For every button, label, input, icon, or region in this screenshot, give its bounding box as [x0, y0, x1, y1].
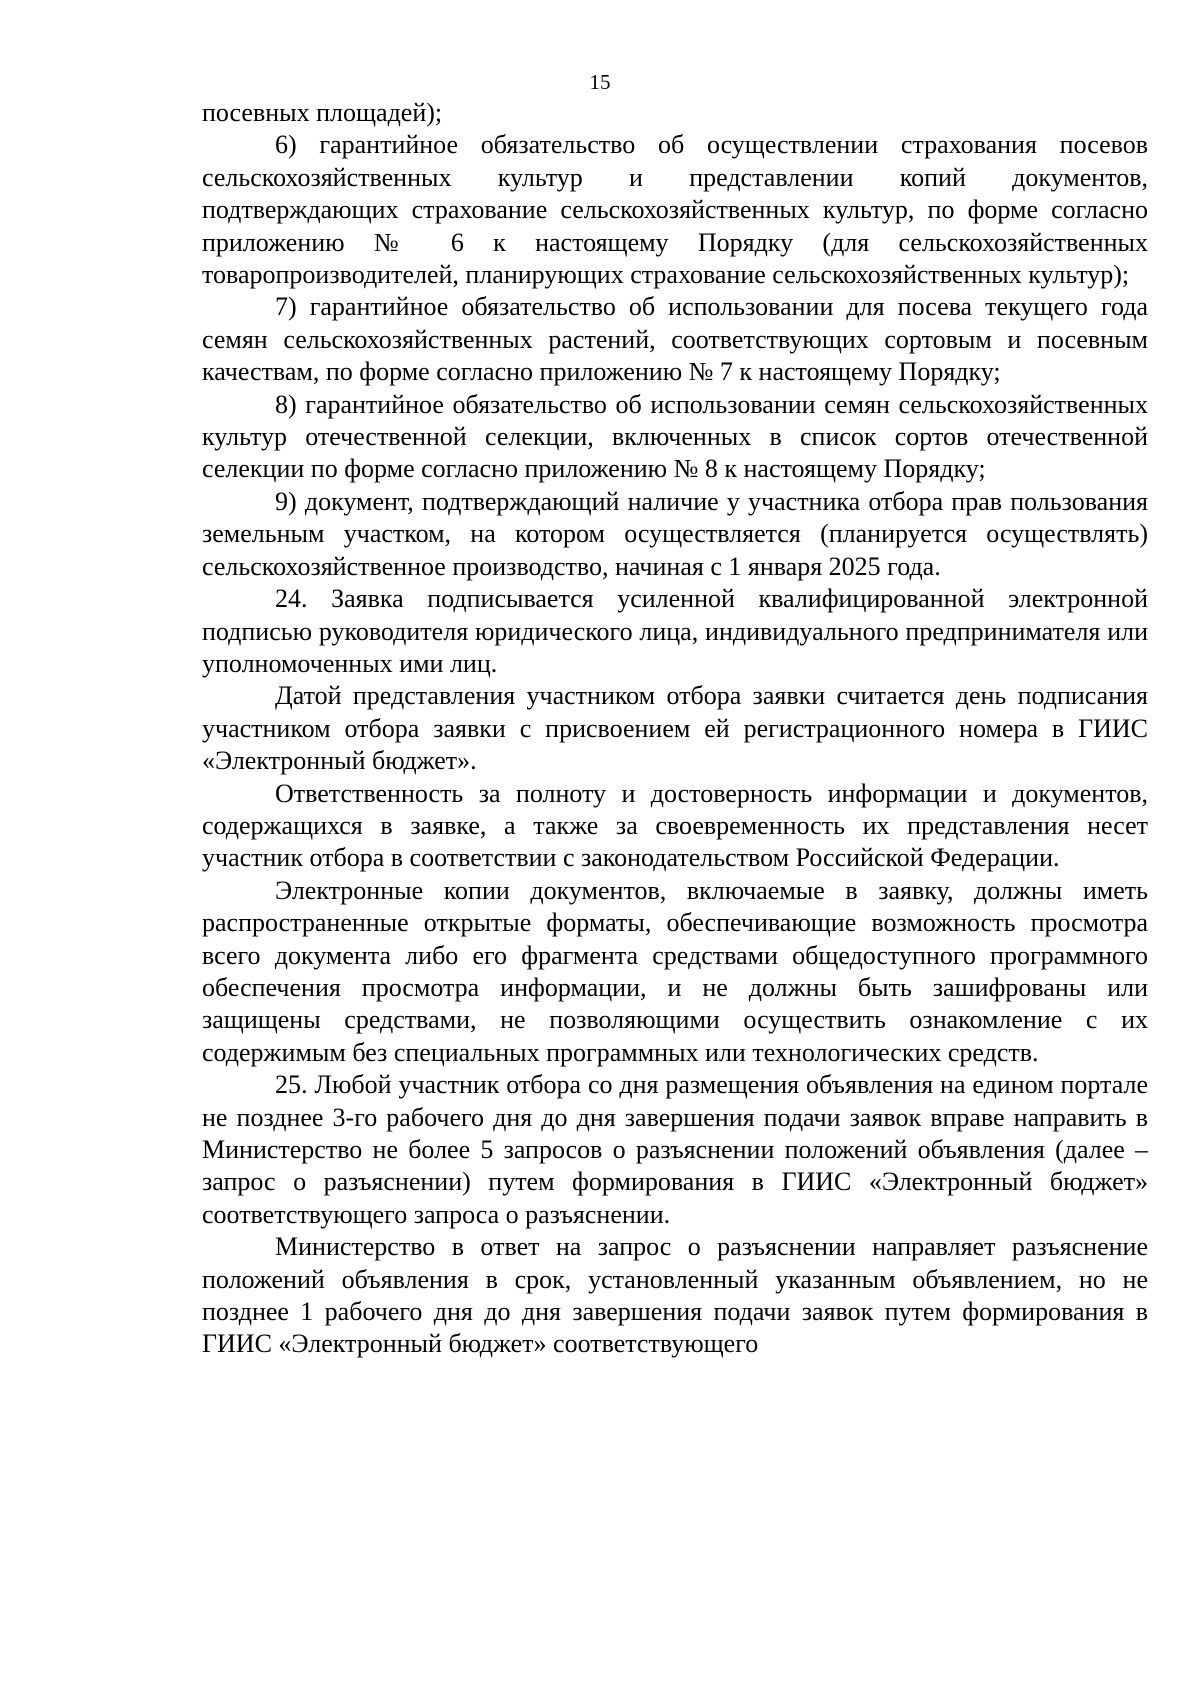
- paragraph-responsibility: Ответственность за полноту и достоверность информации и документов, содержащихся в заявке, а также за своевременность их представления несет участник отбора в соответствии с законодательством Российской Федерации.: [202, 778, 1148, 873]
- page-number: 15: [589, 70, 611, 94]
- paragraph-submission-date: Датой представления участником отбора заявки считается день подписания участником отбора заявки с присвоением ей регистрационного номера в ГИИС «Электронный бюджет».: [202, 681, 1148, 776]
- document-body: [202, 97, 1148, 1361]
- paragraph-item-8: 8) гарантийное обязательство об использовании семян сельскохозяйственных культур отечественной селекции, включенных в список сортов отечественной селекции по форме согласно приложению № 8 к настоящему Порядку;: [202, 389, 1148, 484]
- paragraph-electronic-copies: Электронные копии документов, включаемые в заявку, должны иметь распространенные открытые форматы, обеспечивающие возможность просмотра всего документа либо его фрагмента средствами общедоступного программного обеспечения просмотра информации, и не должны быть зашифрованы или защищены средствами, не позволяющими осуществить ознакомление с их содержимым без специальных программных или технологических средств.: [202, 875, 1148, 1067]
- paragraph-section-25: 25. Любой участник отбора со дня размещения объявления на едином портале не позднее 3-го рабочего дня до дня завершения подачи заявок вправе направить в Министерство не более 5 запросов о разъяснении положений объявления (далее – запрос о разъяснении) путем формирования в ГИИС «Электронный бюджет» соответствующего запроса о разъяснении.: [202, 1070, 1148, 1229]
- paragraph-ministry-response: Министерство в ответ на запрос о разъяснении направляет разъяснение положений объявления в срок, установленный указанным объявлением, но не позднее 1 рабочего дня до дня завершения подачи заявок путем формирования в ГИИС «Электронный бюджет» соответствующего: [202, 1232, 1148, 1359]
- paragraph-item-7: 7) гарантийное обязательство об использовании для посева текущего года семян сельскохозяйственных растений, соответствующих сортовым и посевным качествам, по форме согласно приложению № 7 к настоящему Порядку;: [202, 292, 1148, 387]
- paragraph-continuation: посевных площадей);: [202, 98, 443, 127]
- paragraph-section-24: 24. Заявка подписывается усиленной квалифицированной электронной подписью руководителя юридического лица, индивидуального предпринимателя или уполномоченных ими лиц.: [202, 584, 1148, 678]
- paragraph-item-6: 6) гарантийное обязательство об осуществлении страхования посевов сельскохозяйственных культур и представлении копий документов, подтверждающих страхование сельскохозяйственных культур, по форме согласно приложению № 6 к настоящему Порядку (для сельскохозяйственных товаропроизводителей, планирующих страхование сельскохозяйственных культур);: [202, 130, 1148, 290]
- paragraph-item-9: 9) документ, подтверждающий наличие у участника отбора прав пользования земельным участком, на котором осуществляется (планируется осуществлять) сельскохозяйственное производство, начиная с 1 января 2025 года.: [202, 486, 1148, 581]
